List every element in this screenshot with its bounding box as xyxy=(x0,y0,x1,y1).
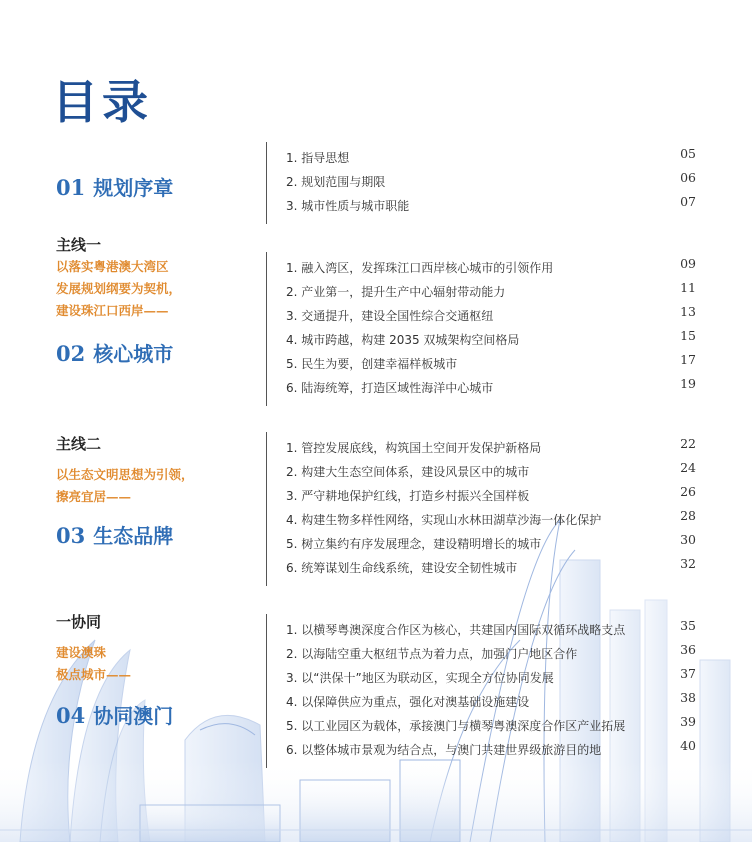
mainline-label: 一协同 xyxy=(56,613,102,631)
chapter-title: 生态品牌 xyxy=(93,524,174,548)
toc-item-page: 37 xyxy=(680,666,696,681)
toc-item-text: 4. 以保障供应为重点，强化对澳基础设施建设 xyxy=(286,695,530,709)
toc-item-page: 28 xyxy=(680,508,696,523)
toc-item-page: 22 xyxy=(680,436,696,451)
chapter-number: 02 xyxy=(56,341,86,366)
divider-line xyxy=(266,432,267,586)
chapter-heading xyxy=(56,172,173,201)
subtitle-line: 擦亮宜居—— xyxy=(56,489,132,504)
toc-item-page: 35 xyxy=(680,618,696,633)
toc-item-page: 26 xyxy=(680,484,696,499)
toc-item[interactable] xyxy=(286,280,696,304)
toc-item-page: 30 xyxy=(680,532,696,547)
divider-line xyxy=(266,614,267,768)
toc-item-text: 2. 产业第一，提升生产中心辐射带动能力 xyxy=(286,285,506,299)
toc-item[interactable] xyxy=(286,352,696,376)
toc-item[interactable] xyxy=(286,738,696,762)
toc-item-text: 4. 城市跨越，构建 2035 双城架构空间格局 xyxy=(286,333,520,347)
toc-item-text: 1. 融入湾区，发挥珠江口西岸核心城市的引领作用 xyxy=(286,261,554,275)
chapter-number: 01 xyxy=(56,175,86,200)
toc-item-list xyxy=(286,618,696,762)
subtitle-line: 发展规划纲要为契机， xyxy=(56,281,182,296)
toc-item-page: 09 xyxy=(680,256,696,271)
chapter-heading xyxy=(56,700,173,729)
chapter-number: 04 xyxy=(56,703,86,728)
subtitle-line: 以落实粤港澳大湾区 xyxy=(56,259,169,274)
toc-item-text: 6. 统筹谋划生命线系统，建设安全韧性城市 xyxy=(286,561,518,575)
toc-item-page: 39 xyxy=(680,714,696,729)
toc-item-page: 11 xyxy=(680,280,696,295)
chapter-subtitle xyxy=(56,642,131,686)
toc-item-page: 13 xyxy=(680,304,696,319)
toc-item-text: 6. 陆海统筹，打造区域性海洋中心城市 xyxy=(286,381,494,395)
toc-item-list xyxy=(286,146,696,218)
toc-item[interactable] xyxy=(286,256,696,280)
toc-item[interactable] xyxy=(286,146,696,170)
chapter-number: 03 xyxy=(56,523,86,548)
subtitle-line: 极点城市—— xyxy=(56,667,132,682)
toc-item-text: 4. 构建生物多样性网络，实现山水林田湖草沙海一体化保护 xyxy=(286,513,602,527)
toc-item-text: 6. 以整体城市景观为结合点，与澳门共建世界级旅游目的地 xyxy=(286,743,602,757)
toc-item-page: 15 xyxy=(680,328,696,343)
toc-item[interactable] xyxy=(286,532,696,556)
toc-item-text: 2. 构建大生态空间体系，建设风景区中的城市 xyxy=(286,465,530,479)
toc-item[interactable] xyxy=(286,690,696,714)
toc-item-text: 5. 民生为要，创建幸福样板城市 xyxy=(286,357,458,371)
chapter-title: 规划序章 xyxy=(93,176,174,200)
toc-item[interactable] xyxy=(286,436,696,460)
chapter-title: 协同澳门 xyxy=(93,704,174,728)
toc-item[interactable] xyxy=(286,618,696,642)
toc-item-page: 24 xyxy=(680,460,696,475)
toc-item-page: 17 xyxy=(680,352,696,367)
mainline-label: 主线二 xyxy=(56,435,102,453)
toc-item-page: 07 xyxy=(680,194,696,209)
subtitle-line: 建设澳珠 xyxy=(56,645,107,660)
mainline-label: 主线一 xyxy=(56,236,102,254)
toc-item-text: 1. 以横琴粤澳深度合作区为核心，共建国内国际双循环战略支点 xyxy=(286,623,626,637)
toc-item[interactable] xyxy=(286,666,696,690)
toc-item-page: 32 xyxy=(680,556,696,571)
page-title: 目录 xyxy=(52,75,152,129)
toc-item-page: 05 xyxy=(680,146,696,161)
divider-line xyxy=(266,142,267,224)
toc-item-text: 5. 以工业园区为载体，承接澳门与横琴粤澳深度合作区产业拓展 xyxy=(286,719,626,733)
toc-item[interactable] xyxy=(286,642,696,666)
toc-item-text: 5. 树立集约有序发展理念，建设精明增长的城市 xyxy=(286,537,542,551)
toc-item[interactable] xyxy=(286,170,696,194)
toc-item[interactable] xyxy=(286,484,696,508)
subtitle-line: 建设珠江口西岸—— xyxy=(56,303,169,318)
toc-item-text: 1. 管控发展底线，构筑国土空间开发保护新格局 xyxy=(286,441,542,455)
toc-item-page: 19 xyxy=(680,376,696,391)
chapter-subtitle xyxy=(56,464,194,508)
toc-item[interactable] xyxy=(286,556,696,580)
toc-item[interactable] xyxy=(286,376,696,400)
toc-item[interactable] xyxy=(286,304,696,328)
toc-item[interactable] xyxy=(286,508,696,532)
toc-item[interactable] xyxy=(286,714,696,738)
toc-item-text: 3. 以“洪保十”地区为联动区，实现全方位协同发展 xyxy=(286,671,554,685)
toc-item-text: 2. 以海陆空重大枢纽节点为着力点，加强门户地区合作 xyxy=(286,647,578,661)
toc-item-text: 1. 指导思想 xyxy=(286,151,350,165)
toc-item-text: 3. 城市性质与城市职能 xyxy=(286,199,410,213)
chapter-subtitle xyxy=(56,256,181,322)
toc-item-text: 2. 规划范围与期限 xyxy=(286,175,386,189)
toc-item-text: 3. 严守耕地保护红线，打造乡村振兴全国样板 xyxy=(286,489,530,503)
toc-item-page: 40 xyxy=(680,738,696,753)
chapter-heading xyxy=(56,338,173,367)
subtitle-line: 以生态文明思想为引领， xyxy=(56,467,194,482)
toc-item-list xyxy=(286,256,696,400)
divider-line xyxy=(266,252,267,406)
toc-item-page: 06 xyxy=(680,170,696,185)
toc-item-page: 36 xyxy=(680,642,696,657)
toc-item[interactable] xyxy=(286,328,696,352)
toc-item[interactable] xyxy=(286,194,696,218)
toc-item[interactable] xyxy=(286,460,696,484)
toc-item-page: 38 xyxy=(680,690,696,705)
toc-item-list xyxy=(286,436,696,580)
chapter-heading xyxy=(56,520,173,549)
toc-item-text: 3. 交通提升，建设全国性综合交通枢纽 xyxy=(286,309,494,323)
chapter-title: 核心城市 xyxy=(93,342,174,366)
